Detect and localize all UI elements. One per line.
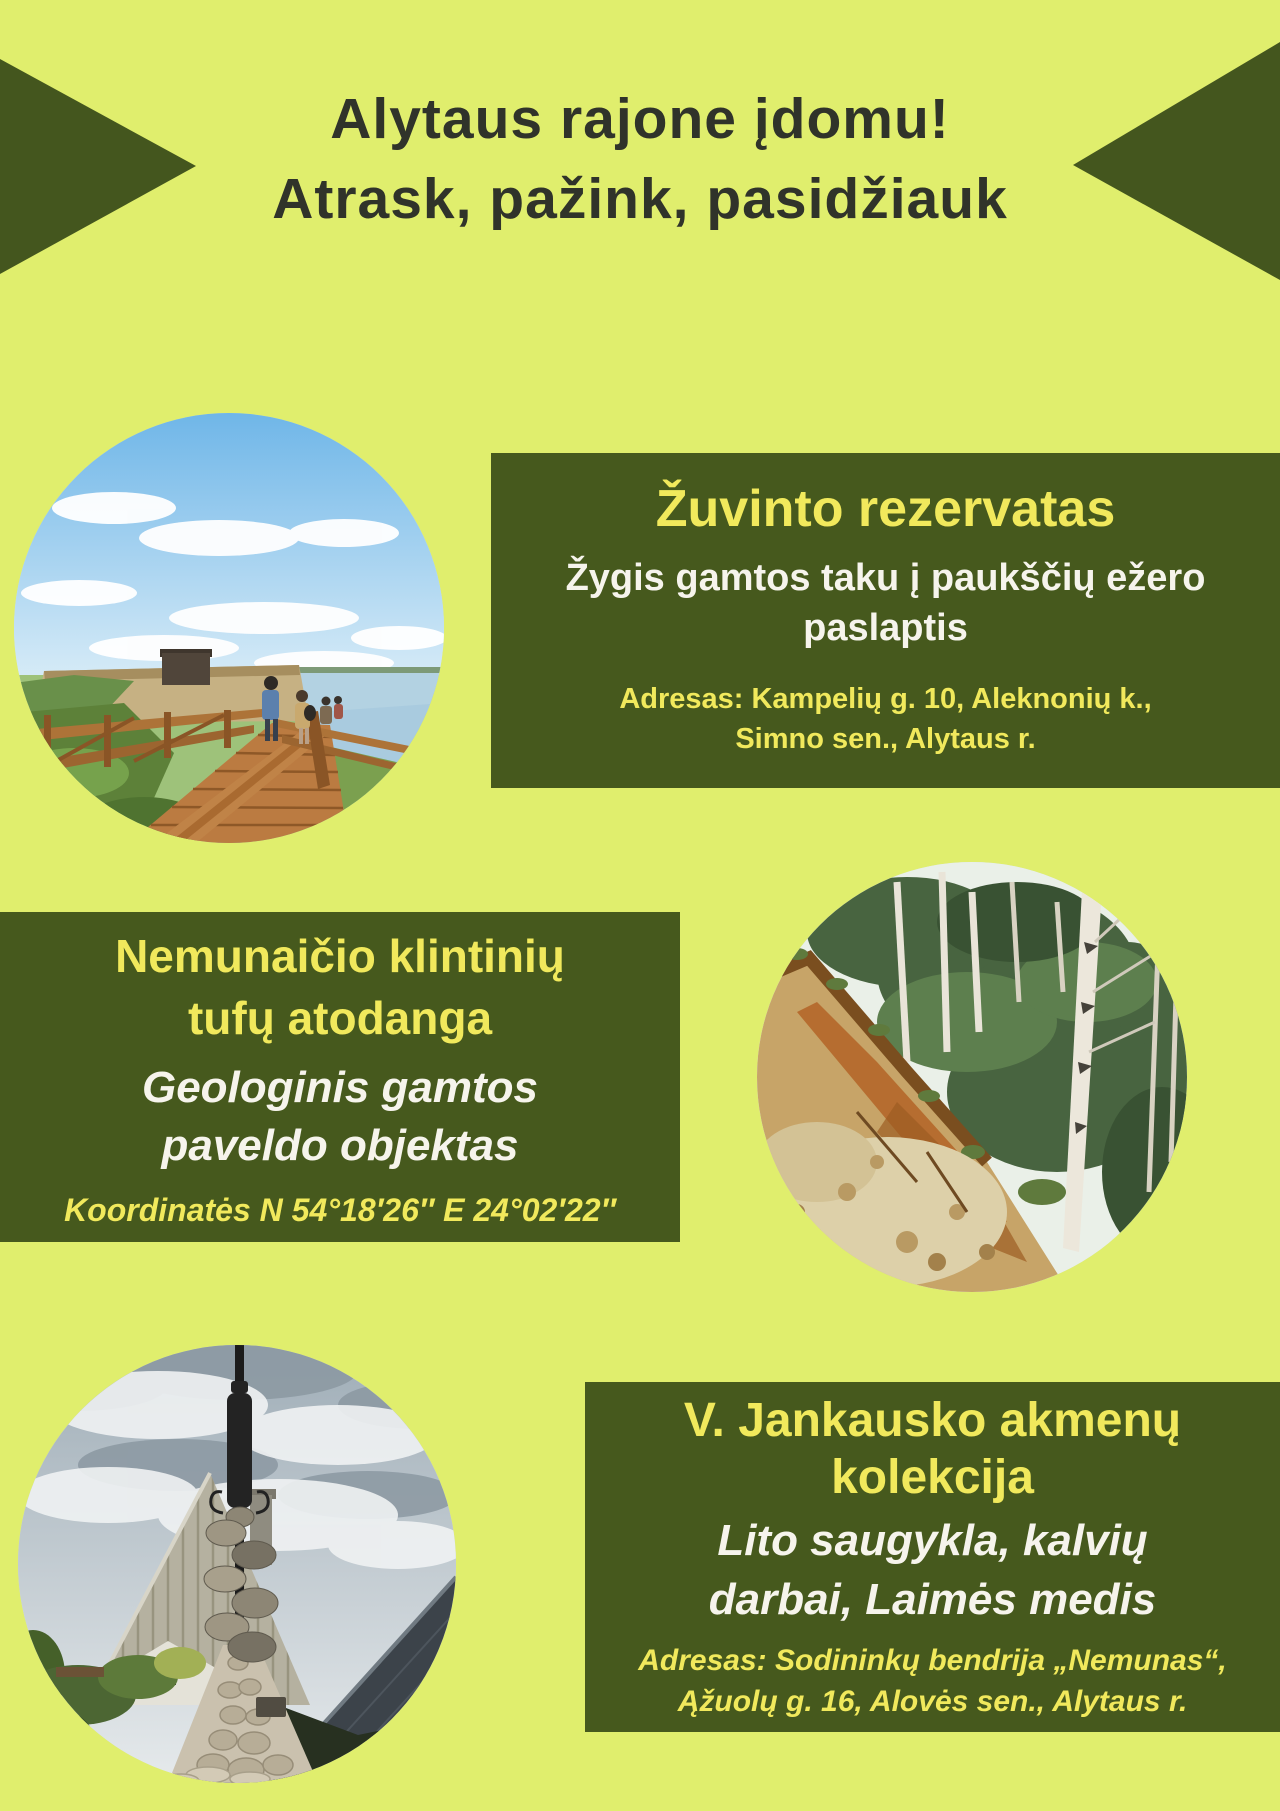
nemunaitis-subtitle-line: paveldo objektas	[161, 1120, 519, 1170]
stone-sculpture-illustration	[18, 1345, 456, 1783]
jankauskas-title-line: V. Jankausko akmenų	[683, 1393, 1182, 1447]
nemunaitis-coordinates: Koordinatės N 54°18′26″ E 24°02′22″	[64, 1191, 616, 1228]
jankauskas-subtitle-line: Lito saugykla, kalvių	[717, 1515, 1148, 1565]
boardwalk-lake-illustration	[14, 413, 444, 843]
nemunaitis-subtitle-line: Geologinis gamtos	[141, 1063, 539, 1113]
jankauskas-subtitle-line: darbai, Laimės medis	[708, 1575, 1157, 1625]
poster-title-line1: Alytaus rajone įdomu!	[330, 87, 950, 151]
jankauskas-address-line: Adresas: Sodininkų bendrija „Nemunas“,	[638, 1644, 1227, 1678]
jankauskas-subtitle	[709, 1511, 1157, 1630]
jankauskas-address-line: Ąžuolų g. 16, Alovės sen., Alytaus r.	[677, 1684, 1188, 1718]
zuvintas-subtitle-line: Žygis gamtos taku į paukščių ežero	[565, 557, 1206, 600]
jankauskas-title-line: kolekcija	[831, 1451, 1034, 1505]
jankauskas-section	[585, 1382, 1280, 1732]
zuvintas-address-line: Adresas: Kampelių g. 10, Aleknonių k.,	[619, 682, 1152, 715]
zuvintas-address	[619, 679, 1151, 760]
zuvintas-photo	[14, 413, 444, 843]
zuvintas-section	[491, 453, 1280, 788]
nemunaitis-title-line: Nemunaičio klintinių	[115, 930, 565, 983]
cliff-forest-illustration	[757, 862, 1187, 1292]
jankauskas-photo	[18, 1345, 456, 1783]
poster-header	[0, 86, 1280, 232]
nemunaitis-section	[0, 912, 680, 1242]
zuvintas-subtitle-line: paslaptis	[803, 606, 968, 649]
nemunaitis-title	[115, 925, 565, 1049]
zuvintas-address-line: Simno sen., Alytaus r.	[735, 723, 1036, 756]
poster-title-line2: Atrask, pažink, pasidžiauk	[272, 167, 1008, 231]
nemunaitis-photo	[757, 862, 1187, 1292]
nemunaitis-title-line: tufų atodanga	[187, 992, 493, 1045]
zuvintas-subtitle	[566, 554, 1206, 653]
jankauskas-title	[684, 1392, 1181, 1507]
jankauskas-address	[638, 1641, 1226, 1722]
zuvintas-title: Žuvinto rezervatas	[655, 479, 1116, 538]
nemunaitis-subtitle	[142, 1059, 538, 1173]
